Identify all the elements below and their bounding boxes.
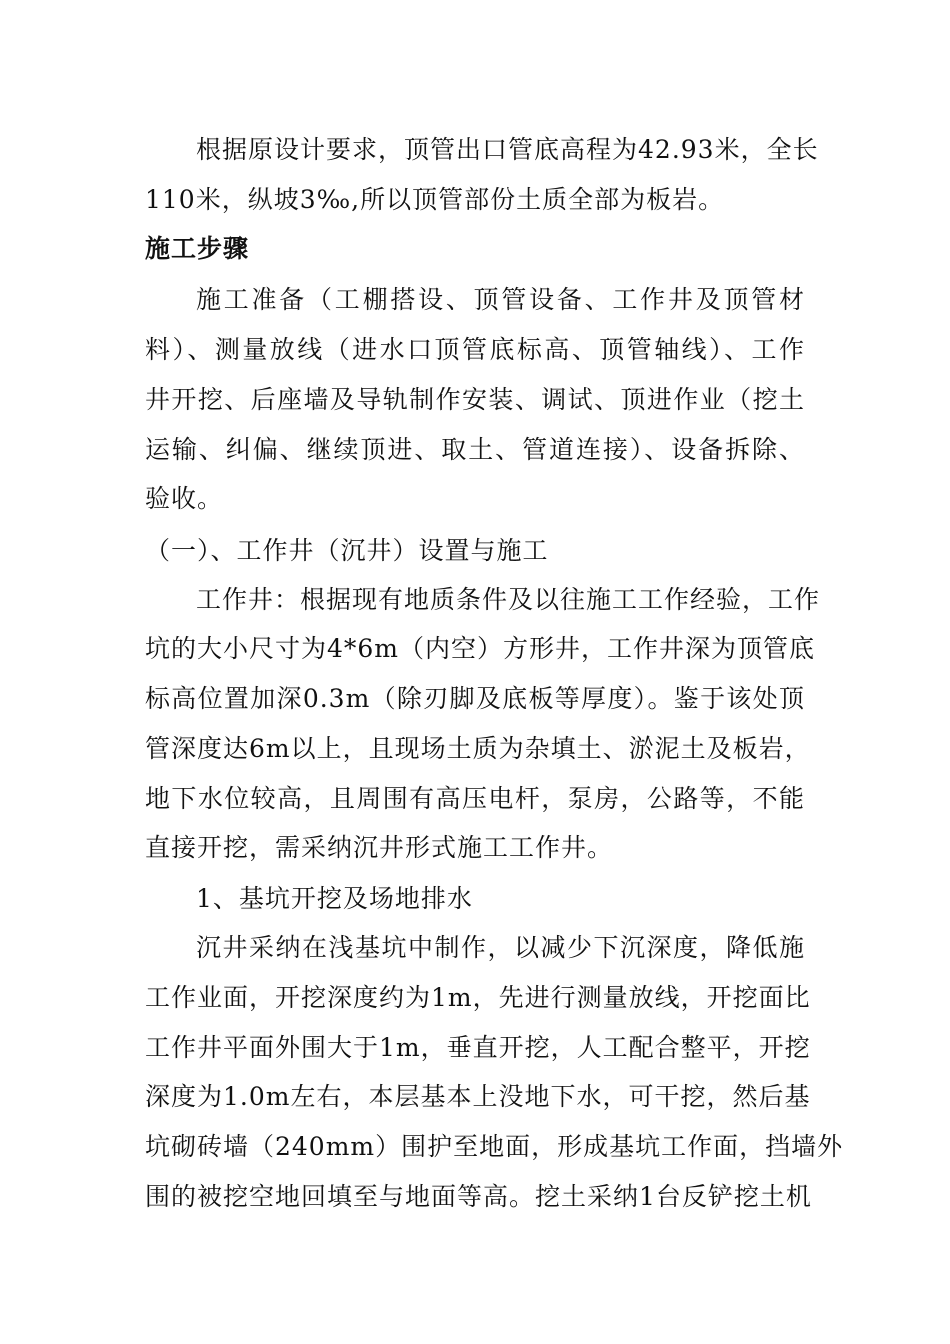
paragraph-line: 沉井采纳在浅基坑中制作，以减少下沉深度，降低施 xyxy=(196,933,805,962)
paragraph-line: 管深度达6m以上，且现场土质为杂填土、淤泥土及板岩， xyxy=(145,734,811,763)
paragraph-line: 根据原设计要求，顶管出口管底高程为42.93米，全长 xyxy=(196,135,819,164)
paragraph-line: 料）、测量放线（进水口顶管底标高、顶管轴线）、工作 xyxy=(145,335,805,364)
paragraph-line: 工作业面，开挖深度约为1m，先进行测量放线，开挖面比 xyxy=(145,983,811,1012)
paragraph-line: 井开挖、后座墙及导轨制作安装、调试、顶进作业（挖土 xyxy=(145,385,805,414)
section-title: （一）、工作井（沉井）设置与施工 xyxy=(145,536,549,565)
subsection-title: 1、基坑开挖及场地排水 xyxy=(196,884,473,913)
paragraph-line: 深度为1.0m左右，本层基本上没地下水，可干挖，然后基 xyxy=(145,1082,811,1111)
paragraph-line: 施工准备（工棚搭设、顶管设备、工作井及顶管材 xyxy=(196,285,805,314)
paragraph-line: 围的被挖空地回填至与地面等高。挖土采纳1台反铲挖土机 xyxy=(145,1182,812,1211)
paragraph-line: 工作井平面外围大于1m，垂直开挖，人工配合整平，开挖 xyxy=(145,1033,811,1062)
paragraph-line: 直接开挖，需采纳沉井形式施工工作井。 xyxy=(145,833,614,862)
paragraph-line: 工作井：根据现有地质条件及以往施工工作经验，工作 xyxy=(196,585,821,614)
paragraph-line: 验收。 xyxy=(145,484,224,513)
paragraph-line: 坑的大小尺寸为4*6m（内空）方形井，工作井深为顶管底 xyxy=(145,634,816,663)
paragraph-line: 标高位置加深0.3m（除刃脚及底板等厚度）。鉴于该处顶 xyxy=(145,684,805,713)
paragraph-line: 运输、纠偏、继续顶进、取土、管道连接）、设备拆除、 xyxy=(145,435,805,464)
section-heading: 施工步骤 xyxy=(145,234,250,263)
paragraph-line: 110米，纵坡3‰,所以顶管部份土质全部为板岩。 xyxy=(145,185,725,214)
paragraph-line: 坑砌砖墙（240mm）围护至地面，形成基坑工作面，挡墙外 xyxy=(145,1132,844,1161)
paragraph-line: 地下水位较高，且周围有高压电杆，泵房，公路等，不能 xyxy=(145,784,805,813)
